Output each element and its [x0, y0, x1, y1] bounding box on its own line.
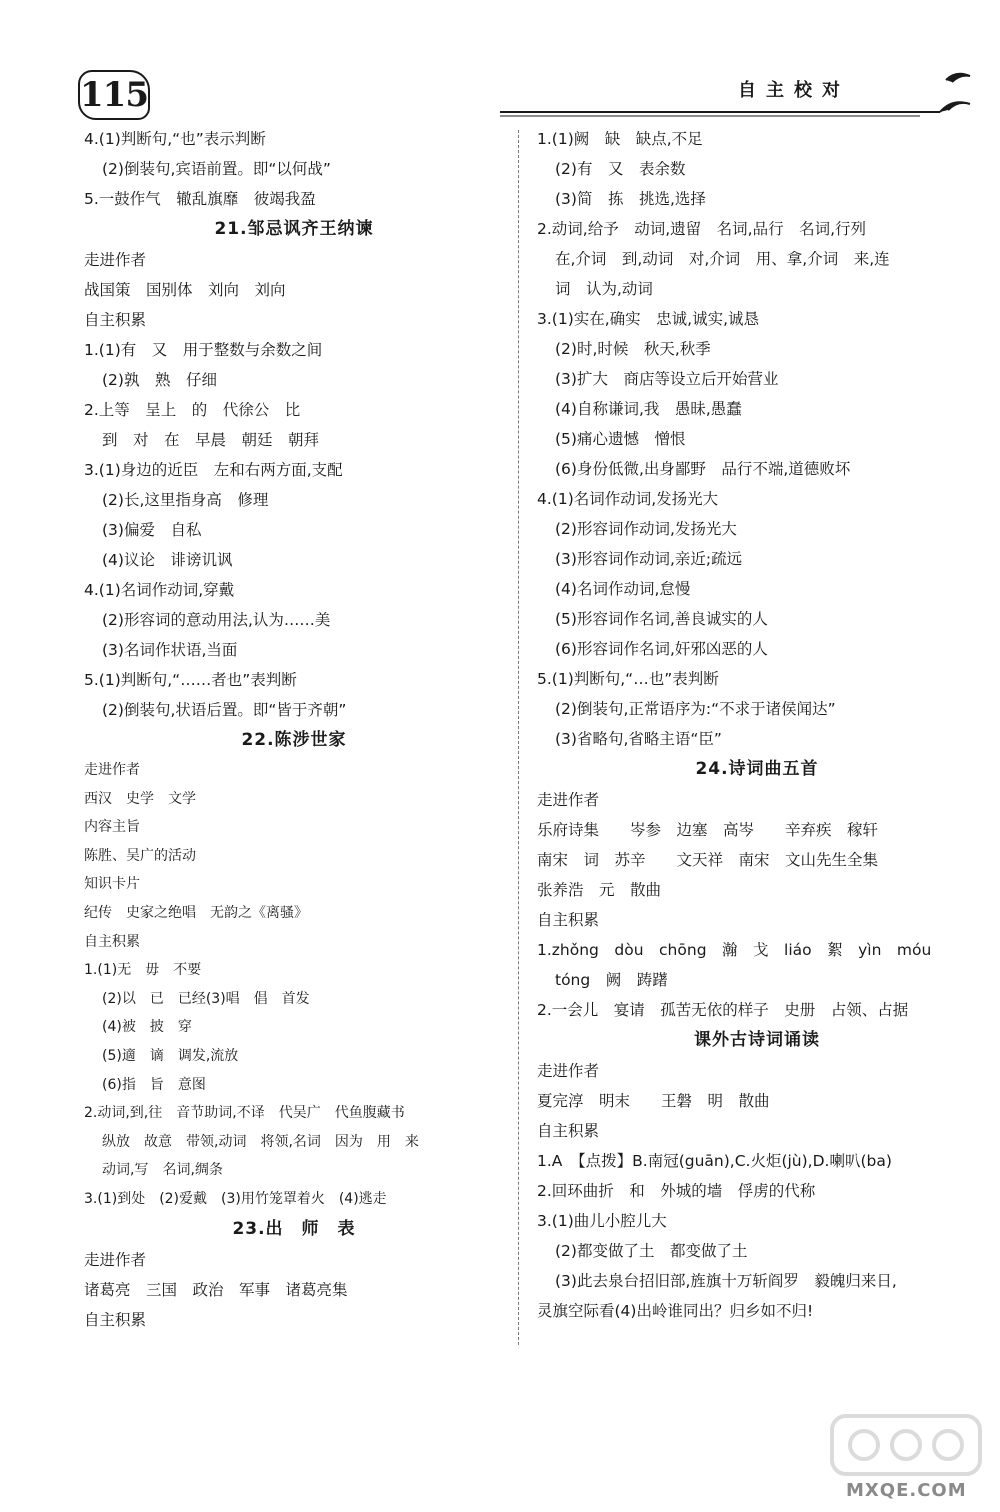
answer-line: 纪传 史家之绝唱 无韵之《离骚》 [84, 904, 308, 921]
section-title: 23.出 师 表 [232, 1218, 356, 1239]
answer-line: 西汉 史学 文学 [84, 790, 196, 807]
answer-line: (2)形容词作动词,发扬光大 [555, 520, 737, 538]
answer-line: (5)適 谪 调发,流放 [102, 1047, 239, 1064]
section-title: 课外古诗词诵读 [694, 1030, 820, 1050]
answer-line: 战国策 国别体 刘向 刘向 [84, 281, 286, 299]
answer-line: (2)都变做了土 都变做了土 [555, 1242, 748, 1260]
answer-line: 词 认为,动词 [555, 280, 653, 298]
answer-line: (2)时,时候 秋天,秋季 [555, 340, 711, 358]
answer-line: 走进作者 [537, 791, 600, 809]
answer-line: (3)此去泉台招旧部,旌旗十万斩阎罗 毅魄归来日, [555, 1272, 897, 1290]
column-divider [518, 130, 519, 1345]
answer-line: (2)形容词的意动用法,认为……美 [102, 611, 331, 629]
left-column [84, 124, 504, 1335]
answer-line: 走进作者 [537, 1062, 600, 1080]
answer-line: 自主积累 [537, 911, 600, 929]
answer-line: (2)孰 熟 仔细 [102, 371, 217, 389]
answer-line: (3)扩大 商店等设立后开始营业 [555, 370, 779, 388]
header-title: 自主校对 [738, 80, 850, 101]
answer-line: (2)以 已 已经(3)唱 倡 首发 [102, 990, 310, 1007]
answer-line: 2.回环曲折 和 外城的墙 俘虏的代称 [537, 1182, 816, 1200]
answer-line: (5)形容词作名词,善良诚实的人 [555, 610, 768, 628]
answer-line: 4.(1)名词作动词,发扬光大 [537, 490, 719, 508]
section-title: 24.诗词曲五首 [695, 759, 819, 779]
answer-line: 5.(1)判断句,“…也”表判断 [537, 670, 719, 688]
answer-line: (3)简 拣 挑选,选择 [555, 190, 706, 208]
answer-line: 3.(1)身边的近臣 左和右两方面,支配 [84, 461, 343, 479]
answer-line: (4)名词作动词,怠慢 [555, 580, 691, 598]
watermark-text: MXQE.COM [846, 1480, 967, 1501]
answer-line: (5)痛心遗憾 憎恨 [555, 430, 686, 448]
answer-line: 1.(1)无 毋 不要 [84, 962, 202, 979]
answer-line: (4)自称谦词,我 愚昧,愚蠢 [555, 400, 742, 418]
answer-line: 诸葛亮 三国 政治 军事 诸葛亮集 [84, 1280, 348, 1299]
answer-line: 陈胜、吴广的活动 [84, 847, 196, 864]
answer-line: 4.(1)判断句,“也”表示判断 [84, 130, 266, 148]
answer-line: 知识卡片 [84, 876, 140, 893]
right-column [537, 124, 977, 1326]
answer-line: 1.(1)阙 缺 缺点,不足 [537, 130, 703, 148]
answer-line: (2)倒装句,宾语前置。即“以何战” [102, 160, 331, 178]
answer-line: 走进作者 [84, 1250, 147, 1269]
answer-line: 1.A 【点拨】B.南冠(guān),C.火炬(jù),D.喇叭(ba) [537, 1152, 892, 1170]
section-title: 22.陈涉世家 [241, 730, 347, 750]
answer-line: 张养浩 元 散曲 [537, 881, 662, 899]
answer-line: 2.动词,给予 动词,遗留 名词,品行 名词,行列 [537, 220, 866, 238]
page-number: 115 [78, 70, 150, 120]
answer-line: 4.(1)名词作动词,穿戴 [84, 581, 235, 599]
answer-line: 5.一鼓作气 辙乱旗靡 彼竭我盈 [84, 190, 316, 208]
answer-line: (6)身份低微,出身鄙野 品行不端,道德败坏 [555, 460, 851, 478]
answer-line: 南宋 词 苏辛 文天祥 南宋 文山先生全集 [537, 851, 879, 869]
answer-line: (2)长,这里指身高 修理 [102, 491, 269, 509]
answer-line: 2.上等 呈上 的 代徐公 比 [84, 401, 301, 419]
answer-line: 自主积累 [84, 933, 140, 950]
answer-line: 走进作者 [84, 762, 140, 778]
answer-line: 5.(1)判断句,“……者也”表判断 [84, 671, 297, 689]
answer-line: (4)议论 诽谤讥讽 [102, 551, 233, 569]
answer-line: (6)形容词作名词,奸邪凶恶的人 [555, 640, 768, 658]
answer-line: 乐府诗集 岑参 边塞 高岑 辛弃疾 稼轩 [537, 821, 879, 839]
answer-line: 自主积累 [84, 311, 147, 329]
answer-line: 3.(1)到处 (2)爱戴 (3)用竹笼罩着火 (4)逃走 [84, 1190, 387, 1207]
answer-line: 自主积累 [84, 1310, 147, 1329]
answer-line: (3)名词作状语,当面 [102, 641, 238, 659]
answer-line: (3)省略句,省略主语“臣” [555, 730, 722, 748]
answer-line: 夏完淳 明末 王磐 明 散曲 [537, 1092, 770, 1110]
answer-line: 1.zhǒng dòu chōng 瀚 戈 liáo 絮 yìn móu [537, 941, 932, 959]
answer-line: 动词,写 名词,绸条 [102, 1162, 223, 1179]
answer-line: 走进作者 [84, 251, 147, 269]
answer-line: 到 对 在 早晨 朝廷 朝拜 [102, 431, 320, 449]
answer-line: (6)指 旨 意图 [102, 1076, 206, 1093]
answer-line: 自主积累 [537, 1122, 600, 1140]
answer-line: 在,介词 到,动词 对,介词 用、拿,介词 来,连 [555, 250, 890, 268]
answer-line: (2)倒装句,正常语序为:“不求于诸侯闻达” [555, 700, 836, 718]
answer-line: 1.(1)有 又 用于整数与余数之间 [84, 341, 323, 359]
answer-line: 纵放 故意 带领,动词 将领,名词 因为 用 来 [102, 1133, 419, 1150]
answer-line: (3)形容词作动词,亲近;疏远 [555, 550, 743, 568]
answer-line: 3.(1)曲儿小腔儿大 [537, 1212, 667, 1230]
answer-line: 内容主旨 [84, 819, 140, 836]
answer-line: tóng 阙 踌躇 [555, 971, 668, 989]
answer-line: (2)有 又 表余数 [555, 160, 686, 178]
answer-line: 3.(1)实在,确实 忠诚,诚实,诚恳 [537, 310, 760, 328]
answer-line: 2.动词,到,往 音节助词,不译 代吴广 代鱼腹藏书 [84, 1105, 405, 1122]
answer-line: (2)倒装句,状语后置。即“皆于齐朝” [102, 701, 347, 719]
section-title: 21.邹忌讽齐王纳谏 [214, 219, 374, 239]
answer-line: 2.一会儿 宴请 孤苦无依的样子 史册 占领、占据 [537, 1001, 909, 1019]
answer-line: 灵旗空际看(4)出岭谁同出？归乡如不归! [537, 1302, 814, 1320]
answer-line: (4)被 披 穿 [102, 1019, 192, 1036]
answer-line: (3)偏爱 自私 [102, 521, 202, 539]
